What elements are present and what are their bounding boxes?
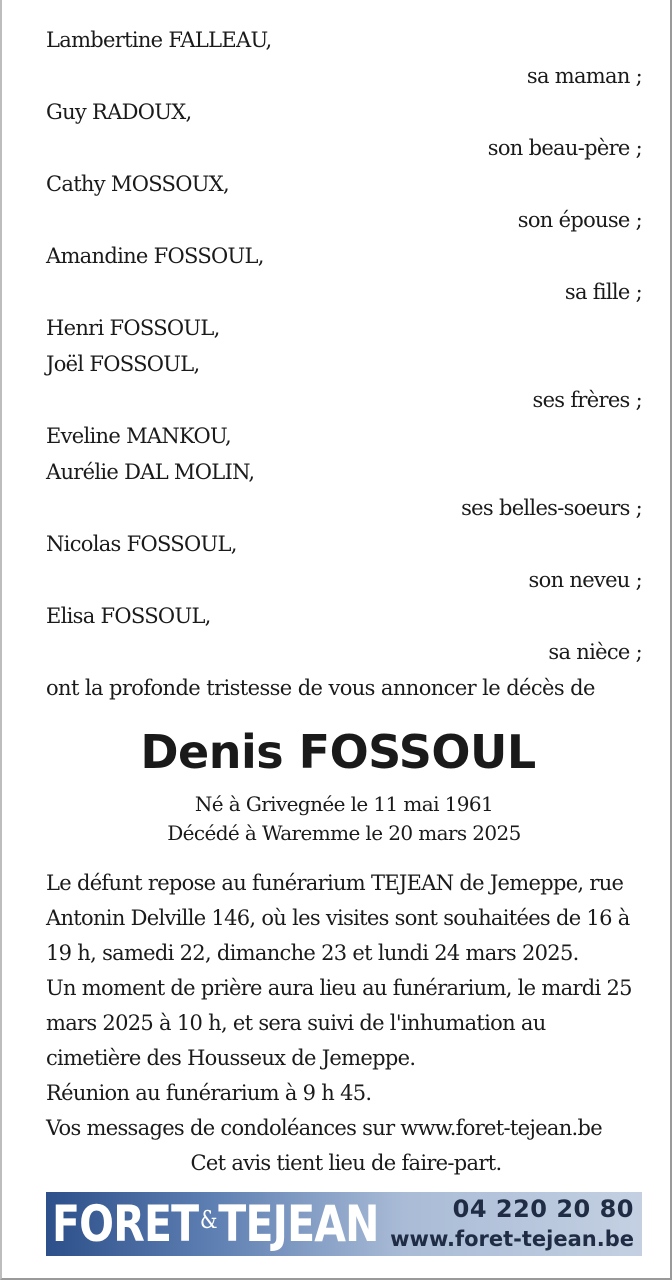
family-relation: ses frères ;	[532, 388, 642, 412]
info-line: Le défunt repose au funérarium TEJEAN de Jemeppe, rue	[46, 871, 624, 895]
family-member-name: Nicolas FOSSOUL,	[46, 532, 237, 556]
life-dates	[2, 790, 672, 848]
family-relation: sa maman ;	[526, 64, 642, 88]
info-line: mars 2025 à 10 h, et sera suivi de l'inhumation au	[46, 1011, 546, 1035]
phone-number: 04 220 20 80	[452, 1195, 634, 1223]
contact-block	[390, 1194, 634, 1253]
info-line: 19 h, samedi 22, dimanche 23 et lundi 24 mars 2025.	[46, 941, 579, 965]
closing-line: Cet avis tient lieu de faire-part.	[190, 1151, 502, 1175]
family-member-name: Aurélie DAL MOLIN,	[46, 460, 255, 484]
family-member-name: Eveline MANKOU,	[46, 424, 232, 448]
website-link[interactable]: www.foret-tejean.be	[390, 1227, 634, 1251]
brand-amp: &	[199, 1206, 217, 1234]
funeral-info	[46, 866, 646, 1181]
family-relation: son beau-père ;	[487, 136, 642, 160]
info-line: cimetière des Housseux de Jemeppe.	[46, 1046, 416, 1070]
info-line: Un moment de prière aura lieu au funérarium, le mardi 25	[46, 976, 632, 1000]
info-line: Antonin Delville 146, où les visites sont souhaitées de 16 à	[46, 906, 630, 930]
family-member-name: Elisa FOSSOUL,	[46, 604, 211, 628]
info-line: Vos messages de condoléances sur www.foret-tejean.be	[46, 1116, 602, 1140]
funeral-home-banner	[46, 1192, 642, 1256]
family-relation: son épouse ;	[517, 208, 642, 232]
family-relation: son neveu ;	[528, 568, 642, 592]
family-member-name: Amandine FOSSOUL,	[46, 244, 264, 268]
brand-right: TEJEAN	[218, 1195, 379, 1253]
birth-line: Né à Grivegnée le 11 mai 1961	[194, 792, 494, 816]
deceased-name: Denis FOSSOUL	[140, 725, 536, 779]
death-line: Décédé à Waremme le 20 mars 2025	[167, 821, 521, 845]
family-list	[46, 22, 642, 670]
family-relation: sa fille ;	[564, 280, 642, 304]
info-line: Réunion au funérarium à 9 h 45.	[46, 1081, 372, 1105]
brand-left: FORET	[52, 1195, 199, 1253]
family-member-name: Lambertine FALLEAU,	[46, 28, 272, 52]
announcement-text: ont la profonde tristesse de vous annoncer le décès de	[46, 676, 595, 700]
funeral-home-logo	[52, 1194, 379, 1254]
family-relation: sa nièce ;	[548, 640, 642, 664]
family-member-name: Guy RADOUX,	[46, 100, 192, 124]
family-member-name: Henri FOSSOUL,	[46, 316, 220, 340]
family-member-name: Cathy MOSSOUX,	[46, 172, 229, 196]
family-relation: ses belles-soeurs ;	[461, 496, 642, 520]
family-member-name: Joël FOSSOUL,	[46, 352, 200, 376]
